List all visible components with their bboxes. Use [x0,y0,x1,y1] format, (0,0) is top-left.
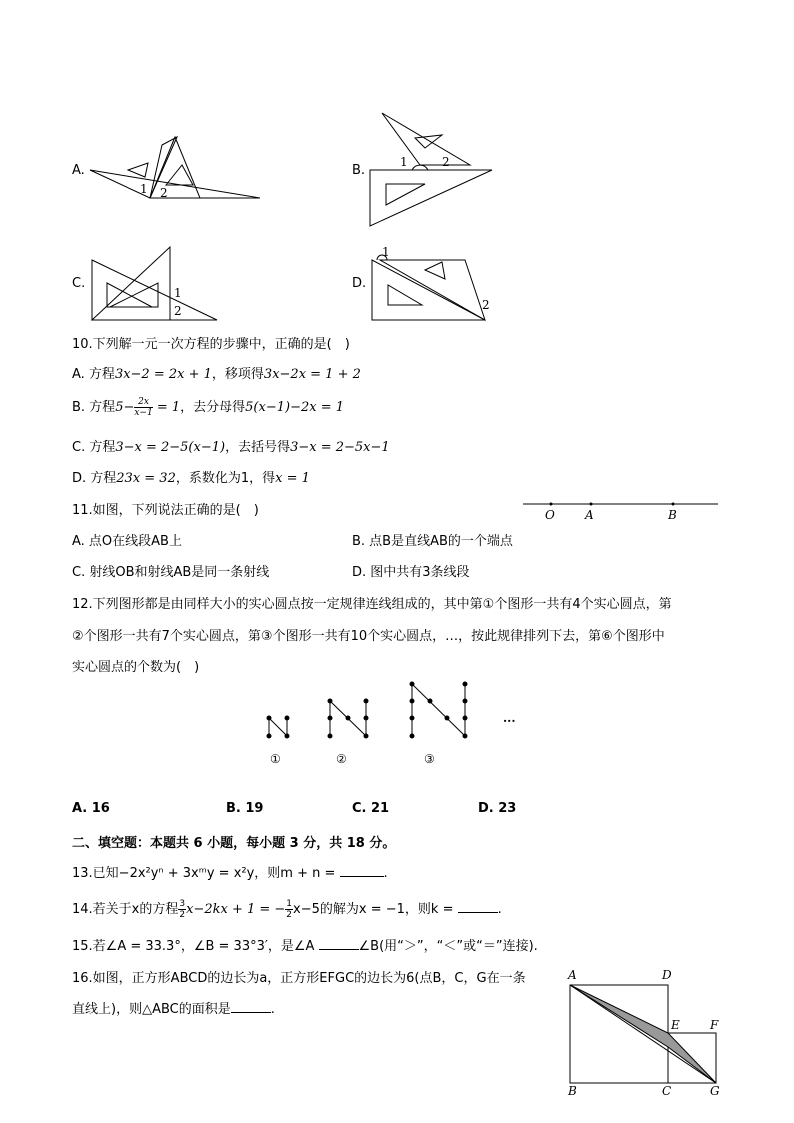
label-b: B [568,1084,577,1098]
q11-stem: 11.如图，下列说法正确的是( ) [72,503,259,518]
q15: 15.若∠A = 33.3°，∠B = 33°3′，是∠A ∠B(用“＞”，“＜”或“＝”连接). [72,939,538,954]
q16-squares-figure [560,965,730,1100]
figure-label-1: ① [270,752,281,766]
q9c-angle-2: 2 [174,304,182,318]
q10b-fraction: $\frac{2x}{x-1}$ [134,397,153,418]
point-a-dot [590,503,593,506]
q14-fraction-2: $\frac{1}{2}$ [286,899,293,920]
pattern-2 [328,699,368,738]
q9a-angle-1: 1 [140,182,148,196]
label-g: G [710,1084,720,1098]
q14-answer-blank[interactable] [458,912,498,913]
q9b-angle-2: 2 [442,155,450,169]
q14-fraction-1: $\frac{3}{2}$ [179,899,186,920]
q9b-angle-1: 1 [400,155,408,169]
pattern-3 [410,682,467,738]
q9-option-a-label[interactable]: A. [72,163,85,178]
label-e: E [671,1018,680,1032]
q11-option-c[interactable]: C. 射线OB和射线AB是同一条射线 [72,565,270,580]
q12-ellipsis: ··· [503,714,516,728]
q9-figure-d [370,245,495,325]
q16-line2: 直线上)，则△ABC的面积是 . [72,1002,275,1017]
figure-label-3: ③ [424,752,435,766]
figure-label-2: ② [336,752,347,766]
q16-answer-blank[interactable] [231,1012,271,1013]
q10-option-a[interactable]: A. 方程3x−2 = 2x + 1，移项得3x−2x = 1 + 2 [72,367,361,382]
point-a-label: A [585,508,594,522]
q12-option-b[interactable]: B. 19 [226,801,264,816]
q15-answer-blank[interactable] [319,949,359,950]
q9-figure-c [90,245,220,325]
point-o-dot [550,503,553,506]
label-d: D [662,968,672,982]
q10-option-b[interactable]: B. 方程5− $\frac{2x}{x-1}$ = 1，去分母得5(x−1)−2x = 1 [72,397,344,418]
label-c: C [662,1084,672,1098]
q12-stem-line3: 实心圆点的个数为( ) [72,660,200,675]
q11-option-a[interactable]: A. 点O在线段AB上 [72,534,182,549]
q12-option-d[interactable]: D. 23 [478,801,517,816]
q9d-angle-2: 2 [482,298,490,312]
q9c-angle-1: 1 [174,286,182,300]
q11-line-figure [520,495,720,525]
q10-stem: 10.下列解一元一次方程的步骤中，正确的是( ) [72,337,350,352]
section-2-heading: 二、填空题：本题共 6 小题，每小题 3 分，共 18 分。 [72,836,396,851]
point-b-dot [672,503,675,506]
q16-line1: 16.如图，正方形ABCD的边长为a，正方形EFGC的边长为6(点B，C，G在一条 [72,971,526,986]
q9a-angle-2: 2 [160,186,168,200]
pattern-1 [267,716,289,738]
q10-option-d[interactable]: D. 方程23x = 32，系数化为1，得x = 1 [72,471,310,486]
label-f: F [710,1018,719,1032]
q13: 13.已知−2x²yⁿ + 3xᵐy = x²y，则m + n = . [72,866,388,881]
q12-dot-pattern-figure [260,675,540,770]
q9-option-d-label[interactable]: D. [352,276,367,291]
q9d-angle-1: 1 [382,245,390,259]
q12-stem-line2: ②个图形一共有7个实心圆点，第③个图形一共有10个实心圆点，…，按此规律排列下去，第⑥个图形中 [72,629,665,644]
q9-option-b-label[interactable]: B. [352,163,366,178]
q10-option-c[interactable]: C. 方程3−x = 2−5(x−1)，去括号得3−x = 2−5x−1 [72,440,390,455]
q9-option-c-label[interactable]: C. [72,276,86,291]
q12-option-a[interactable]: A. 16 [72,801,110,816]
q9-figure-a [90,135,265,205]
q14: 14.若关于x的方程 $\frac{3}{2}$ x−2kx + 1 = − $\frac{1}{2}$ x−5的解为x = −1，则k = . [72,899,502,920]
point-b-label: B [668,508,677,522]
q9-figure-b [370,108,495,228]
point-o-label: O [545,508,555,522]
q12-stem-line1: 12.下列图形都是由同样大小的实心圆点按一定规律连线组成的，其中第①个图形一共有4个实心圆点，第 [72,597,672,612]
label-a: A [568,968,577,982]
q12-option-c[interactable]: C. 21 [352,801,390,816]
q11-option-b[interactable]: B. 点B是直线AB的一个端点 [352,534,513,549]
q13-answer-blank[interactable] [340,876,384,877]
q11-option-d[interactable]: D. 图中共有3条线段 [352,565,470,580]
